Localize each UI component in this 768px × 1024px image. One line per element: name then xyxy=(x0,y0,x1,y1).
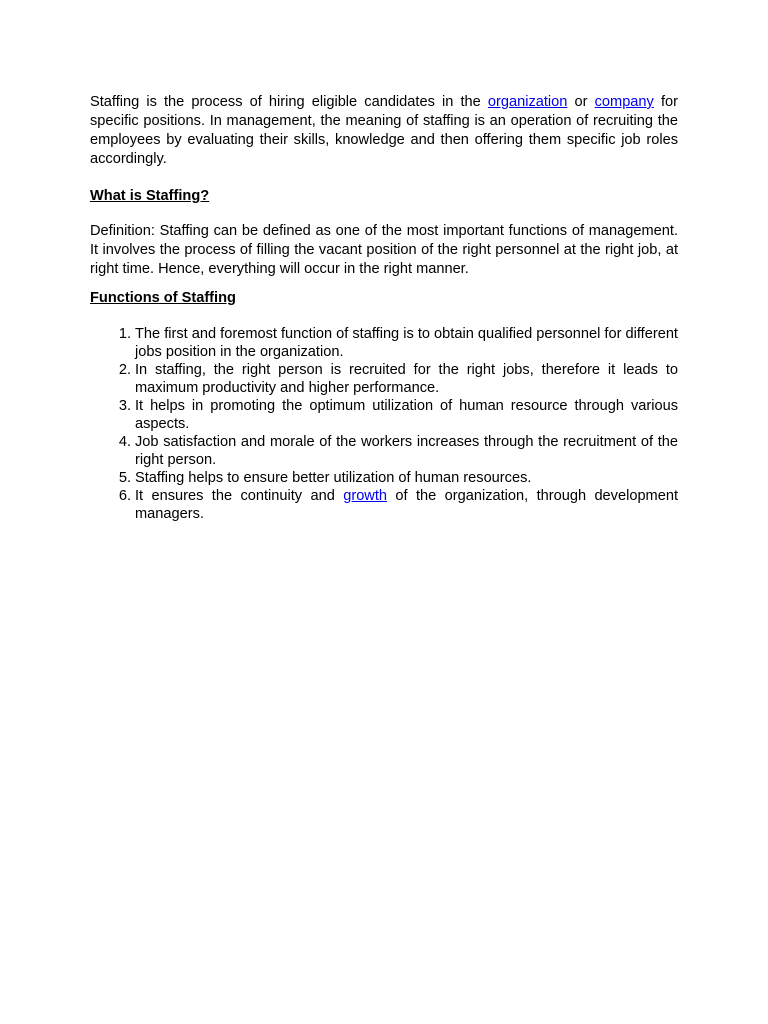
document-page xyxy=(90,93,678,523)
list-number: 6. xyxy=(118,488,131,504)
intro-text-3: for specific positions. In management, the meaning of staffing is an operation of recruiting the employees by evaluating their skills, knowledge and then offering them specific job roles accordingly. xyxy=(90,94,678,167)
list-item xyxy=(118,433,678,469)
list-item-text: Job satisfaction and morale of the workers increases through the recruitment of the right person. xyxy=(135,434,678,468)
list-item-text: In staffing, the right person is recruited for the right jobs, therefore it leads to maximum productivity and higher performance. xyxy=(135,362,678,396)
heading-functions-of-staffing: Functions of Staffing xyxy=(90,290,236,306)
company-link[interactable]: company xyxy=(594,94,654,110)
list-item xyxy=(118,397,678,433)
list-item-text: It helps in promoting the optimum utilization of human resource through various aspects. xyxy=(135,398,678,432)
list-number: 4. xyxy=(118,434,131,450)
list-item xyxy=(118,361,678,397)
growth-link[interactable]: growth xyxy=(343,488,388,504)
definition-paragraph: Definition: Staffing can be defined as one of the most important functions of management. It involves the process of filling the vacant position of the right personnel at the right job, at right time. Hence, everything will occur in the right manner. xyxy=(90,223,678,277)
list-number: 2. xyxy=(118,362,131,378)
heading-what-is-staffing: What is Staffing? xyxy=(90,188,210,204)
intro-paragraph xyxy=(90,93,678,169)
list-item-text: The first and foremost function of staffing is to obtain qualified personnel for different jobs position in the organization. xyxy=(135,326,678,360)
list-item xyxy=(118,487,679,523)
intro-text-2: or xyxy=(567,94,595,110)
list-item-text: Staffing helps to ensure better utilization of human resources. xyxy=(135,470,532,486)
list-item xyxy=(118,325,678,361)
list-item-text-after: of the organization, through development managers. xyxy=(135,488,679,522)
list-number: 5. xyxy=(118,470,131,486)
intro-text-1: Staffing is the process of hiring eligible candidates in the xyxy=(90,94,488,110)
list-item xyxy=(118,469,678,487)
list-item-text-before: It ensures the continuity and xyxy=(135,488,344,504)
organization-link[interactable]: organization xyxy=(487,94,568,110)
list-number: 1. xyxy=(118,326,131,342)
list-number: 3. xyxy=(118,398,131,414)
functions-list xyxy=(90,325,678,523)
